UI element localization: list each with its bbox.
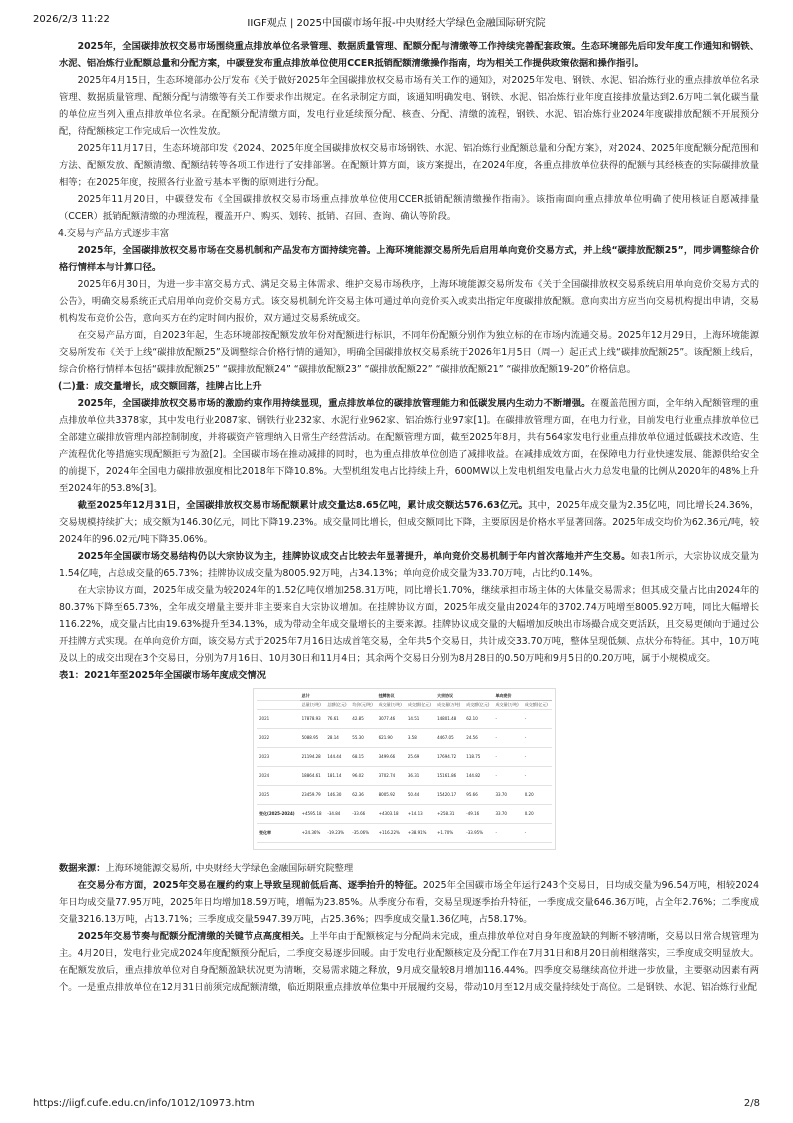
table-cell: 96.02 bbox=[350, 767, 376, 786]
section-heading: (二)量：成交量增长，成交额回落，挂牌占比上升 bbox=[58, 381, 262, 392]
print-datetime: 2026/2/3 11:22 bbox=[33, 14, 110, 25]
table-cell: 50.44 bbox=[406, 786, 435, 805]
row-label: 2021 bbox=[257, 710, 300, 729]
table-cell: +1.70% bbox=[435, 824, 464, 843]
table-cell: - bbox=[494, 824, 523, 843]
table-cell: 3077.46 bbox=[377, 710, 406, 729]
paragraph: 2025年全国碳市场交易结构仍以大宗协议为主，挂牌协议成交占比较去年显著提升，单向竞价交易机制于年内首次落地并产生交易。如表1所示，大宗协议成交量为1.54亿吨，占总成交量的65.73%；挂牌协议成交量为8005.92万吨，占34.13%；单向竞价成交量为33.70万吨，占比约0.14%。 bbox=[59, 551, 759, 579]
table-cell: 18864.61 bbox=[300, 767, 326, 786]
table-cell: -19.23% bbox=[325, 824, 350, 843]
table-cell: - bbox=[523, 710, 552, 729]
table-row bbox=[257, 729, 552, 748]
table-group-row bbox=[257, 692, 552, 701]
table-cell: -49.16 bbox=[464, 805, 493, 824]
paragraph: 2025年6月30日，为进一步丰富交易方式、满足交易主体需求、维护交易市场秩序，上海环境能源交易所发布《关于全国碳排放权交易系统启用单向竞价交易方式的公告》，明确交易系统正式启用单向竞价交易方式。该交易机制允许交易主体可通过单向竞价买入或卖出指定年度碳排放配额。意向卖出方应当向交易机构提出申请，交易机构发布竞价公告，意向买方在约定时间内报价，双方通过交易系统成交。 bbox=[59, 279, 759, 324]
table-cell: 146.30 bbox=[325, 786, 350, 805]
table-cell: 14801.48 bbox=[435, 710, 464, 729]
table-cell: 42.85 bbox=[350, 710, 376, 729]
group-listed: 挂牌协议 bbox=[377, 692, 435, 701]
paragraph: 2025年，全国碳排放权交易市场的激励约束作用持续显现，重点排放单位的碳排放管理能力和低碳发展内生动力不断增强。在覆盖范围方面，全年纳入配额管理的重点排放单位共3378家，其中发电行业2087家、钢铁行业232家、水泥行业962家、铝冶炼行业97家[1]。在碳排放管理方面，在电力行业，目前发电行业重点排放单位已全部建立碳排放管理内部控制制度，并将碳资产管理纳入日常生产经营活动。在配额管理方面，截至2025年8月，共有564家发电行业重点排放单位通过低碳技术改造、生产流程优化等措施实现配额拒亏为盈[2]。全国碳市场在推动减排的同时，也为重点排放单位创造了减排收益。在减排成效方面，在保障电力行业快速发展、能源供给安全的前提下，2024年全国电力碳排放强度相比2018年下降10.8%。大型机组发电占比持续上升，600MW以上发电机组发电量占火力总发电量的比例从2020年的48%上升至2024年的53.8%[3]。 bbox=[59, 398, 759, 494]
table-cell: 17694.72 bbox=[435, 748, 464, 767]
table-cell: -35.06% bbox=[350, 824, 376, 843]
paragraph: 2025年4月15日，生态环境部办公厅发布《关于做好2025年全国碳排放权交易市场有关工作的通知》，对2025年发电、钢铁、水泥、铝冶炼行业的重点排放单位名录管理、数据质量管理、配额分配与清缴等有关工作要求作出规定。在名录制定方面，该通知明确发电、钢铁、水泥、铝冶炼行业年度直接排放量达到2.6万吨二氧化碳当量的单位应当列入重点排放单位名录。在配额分配清缴方面，发电行业延续预分配、核查、分配、清缴的流程，钢铁、水泥、铝冶炼行业2024年度碳排放配额不开展预分配，待配额核定工作完成后一次性发放。 bbox=[59, 75, 759, 137]
table-cell: 3702.74 bbox=[377, 767, 406, 786]
row-label: 变化率 bbox=[257, 824, 300, 843]
column-header: 总额(亿元) bbox=[325, 701, 350, 710]
print-footer bbox=[0, 1098, 793, 1114]
table-cell: - bbox=[523, 729, 552, 748]
table-cell: 14.51 bbox=[406, 710, 435, 729]
table-row bbox=[257, 748, 552, 767]
column-header: 成交量(万吨) bbox=[435, 701, 464, 710]
column-header: 成交额(亿元) bbox=[406, 701, 435, 710]
paragraph: 2025年11月17日，生态环境部印发《2024、2025年度全国碳排放权交易市场钢铁、水泥、铝冶炼行业配额总量和分配方案》，对2024、2025年度配额分配范围和方法、配额发放、配额清缴、配额结转等各项工作进行了安排部署。在配额计算方面，该方案提出，在2024年度，各重点排放单位获得的配额与其经核查的实际碳排放量相等；在2025年度，按照各行业盈亏基本平衡的原则进行分配。 bbox=[59, 143, 759, 188]
table-cell: 62.36 bbox=[350, 786, 376, 805]
row-label: 2024 bbox=[257, 767, 300, 786]
table-row bbox=[257, 786, 552, 805]
table-cell: -34.84 bbox=[325, 805, 350, 824]
table-row bbox=[257, 805, 552, 824]
table-cell: - bbox=[494, 748, 523, 767]
table-cell: 5088.95 bbox=[300, 729, 326, 748]
table-cell: 62.10 bbox=[464, 710, 493, 729]
table-cell: 76.61 bbox=[325, 710, 350, 729]
table-cell: 8005.92 bbox=[377, 786, 406, 805]
table-cell: 17878.93 bbox=[300, 710, 326, 729]
table-cell: - bbox=[494, 767, 523, 786]
table-cell: 144.44 bbox=[325, 748, 350, 767]
column-header: 成交额(亿元) bbox=[464, 701, 493, 710]
trade-table-image bbox=[253, 688, 556, 850]
paragraph: 在交易分布方面，2025年交易在履约约束上导致呈现前低后高、逐季抬升的特征。2025年全国碳市场全年运行243个交易日，日均成交量为96.54万吨，相较2024年日均成交量77.95万吨，2025年日均增加18.59万吨，增幅为23.85%。从季度分布看，交易呈现逐季抬升特征，一季度成交量646.36万吨，占全年2.76%；二季度成交量3216.13万吨，占13.71%；三季度成交量5947.39万吨，占25.36%；四季度成交量1.36亿吨，占58.17%。 bbox=[59, 880, 759, 925]
table-header-row bbox=[257, 701, 552, 710]
print-header bbox=[0, 0, 793, 40]
column-header: 总量(万吨) bbox=[300, 701, 326, 710]
table-cell: 15161.86 bbox=[435, 767, 464, 786]
table-body bbox=[257, 710, 552, 843]
table-cell: 33.70 bbox=[494, 805, 523, 824]
table-cell: 3.58 bbox=[406, 729, 435, 748]
column-header: 成交额(亿元) bbox=[523, 701, 552, 710]
table-cell: 0.20 bbox=[523, 786, 552, 805]
row-label: 2023 bbox=[257, 748, 300, 767]
page-title: IIGF观点 | 2025中国碳市场年报-中央财经大学绿色金融国际研究院 bbox=[247, 18, 546, 29]
table-cell: - bbox=[523, 767, 552, 786]
table-cell: 144.82 bbox=[464, 767, 493, 786]
table-cell: - bbox=[494, 729, 523, 748]
table-cell: -33.95% bbox=[464, 824, 493, 843]
table-cell: 28.14 bbox=[325, 729, 350, 748]
row-label: 2022 bbox=[257, 729, 300, 748]
page-url: https://iigf.cufe.edu.cn/info/1012/10973.htm bbox=[33, 1098, 255, 1109]
table-cell: 95.66 bbox=[464, 786, 493, 805]
table-cell: +258.31 bbox=[435, 805, 464, 824]
table-cell: 36.31 bbox=[406, 767, 435, 786]
paragraph: 2025年，全国碳排放权交易市场围绕重点排放单位名录管理、数据质量管理、配额分配与清缴等工作持续完善配套政策。生态环境部先后印发年度工作通知和钢铁、水泥、铝冶炼行业配额总量和分配方案，中碳登发布重点排放单位使用CCER抵销配额清缴操作指南，均为相关工作提供政策依据和操作指引。 bbox=[59, 41, 759, 69]
paragraph: 2025年，全国碳排放权交易市场在交易机制和产品发布方面持续完善。上海环境能源交易所先后启用单向竞价交易方式，并上线“碳排放配额25”，同步调整综合价格行情样本与计算口径。 bbox=[59, 245, 759, 273]
table-cell: +4595.18 bbox=[300, 805, 326, 824]
table-cell: 181.14 bbox=[325, 767, 350, 786]
group-block: 大宗协议 bbox=[435, 692, 493, 701]
group-total: 总计 bbox=[300, 692, 377, 701]
table-cell: 0.20 bbox=[523, 805, 552, 824]
column-header: 成交量(万吨) bbox=[494, 701, 523, 710]
table-cell: 4467.05 bbox=[435, 729, 464, 748]
table-row bbox=[257, 767, 552, 786]
table-cell: 23459.79 bbox=[300, 786, 326, 805]
row-label: 变化(2025-2024) bbox=[257, 805, 300, 824]
table-cell: 21194.28 bbox=[300, 748, 326, 767]
table-cell: 33.70 bbox=[494, 786, 523, 805]
table-cell: 25.69 bbox=[406, 748, 435, 767]
table-cell: - bbox=[523, 748, 552, 767]
column-header: 成交量(万吨) bbox=[377, 701, 406, 710]
table-row bbox=[257, 824, 552, 843]
table-cell: +4303.18 bbox=[377, 805, 406, 824]
table-caption: 表1：2021年至2025年全国碳市场年度成交情况 bbox=[59, 670, 266, 681]
table-cell: 15420.17 bbox=[435, 786, 464, 805]
table-cell: 621.90 bbox=[377, 729, 406, 748]
table-cell: 68.15 bbox=[350, 748, 376, 767]
row-label: 2025 bbox=[257, 786, 300, 805]
table-row bbox=[257, 710, 552, 729]
table-cell: +116.22% bbox=[377, 824, 406, 843]
table-cell: - bbox=[523, 824, 552, 843]
paragraph: 在大宗协议方面，2025年成交量为较2024年的1.52亿吨仅增加258.31万吨，同比增长1.70%，继续承担市场主体的大体量交易需求；但其成交量占比由2024年的80.37%下降至65.73%，全年成交增量主要并非主要来自大宗协议增加。在挂牌协议方面，2025年成交量由2024年的3702.74万吨增至8005.92万吨，同比大幅增长116.22%，成交量占比由19.63%提升至34.13%，成为带动全年成交量增长的主要来源。挂牌协议成交量的大幅增加反映出市场撮合成交更活跃，且交易更倾向于通过公开挂牌方式实现。在单向竞价方面，该交易方式于2025年7月16日达成首笔交易，全年共5个交易日，共计成交33.70万吨，整体呈现低频、点状分布特征。其中，10万吨及以上的成交出现在3个交易日，分别为7月16日、10月30日和11月4日；其余两个交易日分别为8月28日的0.50万吨和9月5日的0.20万吨，属于小规模成交。 bbox=[59, 585, 760, 664]
paragraph: 在交易产品方面，自2023年起，生态环境部按配额发放年份对配额进行标识，不同年份配额分别作为独立标的在市场内流通交易。2025年12月29日，上海环境能源交易所发布《关于上线“碳排放配额25”及调整综合价格行情的通知》，明确全国碳排放权交易系统于2026年1月5日（周一）起正式上线“碳排放配额25”。该配额上线后，综合价格行情样本包括“碳排放配额25” “碳排放配额24” “碳排放配额23” “碳排放配额22” “碳排放配额21” “碳排放配额19-20”价格信息。 bbox=[59, 330, 759, 375]
data-source: 数据来源：上海环境能源交易所, 中央财经大学绿色金融国际研究院整理 bbox=[59, 863, 354, 874]
column-header: 均价(元/吨) bbox=[350, 701, 376, 710]
paragraph: 截至2025年12月31日，全国碳排放权交易市场配额累计成交量达8.65亿吨，累计成交额达576.63亿元。其中，2025年成交量为2.35亿吨，同比增长24.36%，交易规模持续扩大；成交额为146.30亿元，同比下降19.23%。成交量同比增长，但成交额同比下降，主要原因是价格水平显著回落。2025年成交均价为62.36元/吨，较2024年的96.02元/吨下降35.06%。 bbox=[59, 500, 759, 545]
paragraph: 2025年交易节奏与配额分配清缴的关键节点高度相关。上半年由于配额核定与分配尚未完成，重点排放单位对自身年度盈缺的判断不够清晰，交易以日常合规管理为主。4月20日，发电行业完成2024年度配额预分配后，二季度交易逐步回暖。由于发电行业配额核定及分配工作在7月31日和8月20日前相继落实，三季度成交明显放大。在配额发放后，重点排放单位对自身配额盈缺状况更为清晰，交易需求随之释放，9月成交量较8月增加116.44%。四季度交易继续高位并进一步放量，主要驱动因素有两个。一是重点排放单位在12月31日前须完成配额清缴，临近期限重点排放单位集中开展履约交易，带动10月至12月成交量持续处于高位。二是钢铁、水泥、铝冶炼行业配 bbox=[59, 931, 759, 993]
table-cell: 3499.66 bbox=[377, 748, 406, 767]
table-cell: +24.36% bbox=[300, 824, 326, 843]
table-cell: 118.75 bbox=[464, 748, 493, 767]
group-auction: 单向竞价 bbox=[494, 692, 552, 701]
table-cell: -33.66 bbox=[350, 805, 376, 824]
page-number: 2/8 bbox=[743, 1098, 760, 1109]
table-cell: 55.30 bbox=[350, 729, 376, 748]
table-cell: - bbox=[494, 710, 523, 729]
table-cell: +14.13 bbox=[406, 805, 435, 824]
paragraph: 2025年11月20日，中碳登发布《全国碳排放权交易市场重点排放单位使用CCER抵销配额清缴操作指南》。该指南面向重点排放单位明确了使用核证自愿减排量（CCER）抵销配额清缴的办理流程，覆盖开户、购买、划转、抵销、召回、查询、确认等阶段。 bbox=[59, 194, 759, 222]
section-heading: 4.交易与产品方式逐步丰富 bbox=[58, 228, 170, 239]
table-cell: +38.91% bbox=[406, 824, 435, 843]
trade-table bbox=[257, 692, 552, 843]
table-cell: 24.56 bbox=[464, 729, 493, 748]
article-body bbox=[59, 38, 759, 996]
